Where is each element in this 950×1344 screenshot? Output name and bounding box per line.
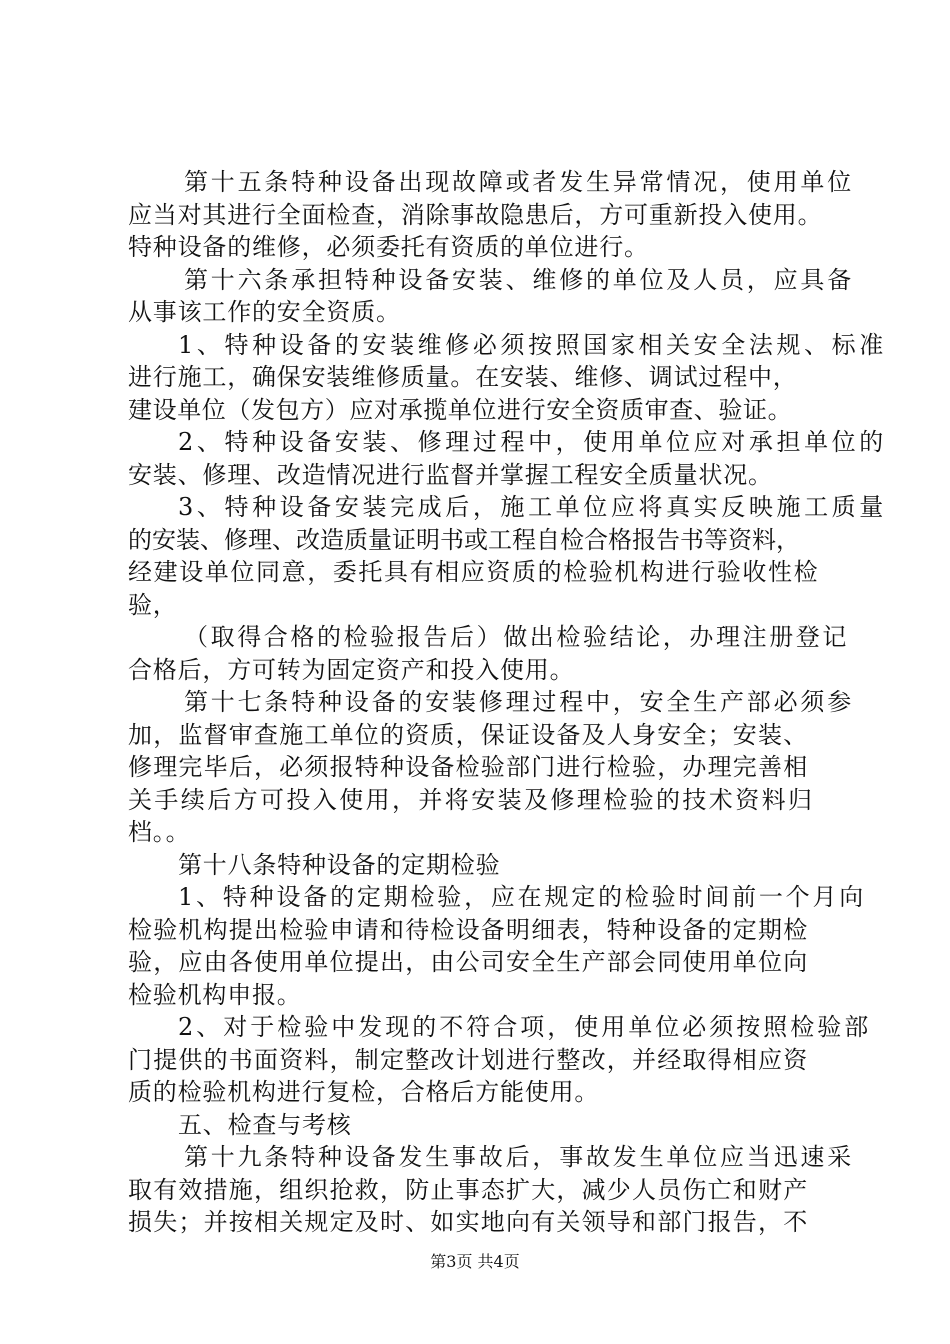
text-line: 进行施工，确保安装维修质量。在安装、维修、调试过程中， xyxy=(128,363,798,391)
text-line: 加，监督审查施工单位的资质，保证设备及人身安全；安装、 xyxy=(128,720,809,749)
text-line: 门提供的书面资料，制定整改计划进行整改，并经取得相应资 xyxy=(128,1045,809,1074)
text-line: 档。。 xyxy=(128,818,191,846)
text-line: 检验机构申报。 xyxy=(128,980,302,1009)
text-line: 1、特种设备的定期检验，应在规定的检验时间前一个月向 xyxy=(178,883,867,911)
text-line: 2、对于检验中发现的不符合项，使用单位必须按照检验部 xyxy=(178,1013,872,1041)
text-line: 建设单位（发包方）应对承揽单位进行安全资质审查、验证。 xyxy=(128,395,793,424)
text-line: 第十九条特种设备发生事故后，事故发生单位应当迅速采 xyxy=(184,1143,854,1171)
text-line: 验，应由各使用单位提出，由公司安全生产部会同使用单位向 xyxy=(128,948,809,976)
text-line: 合格后，方可转为固定资产和投入使用。 xyxy=(128,655,575,684)
text-line: 安装、修理、改造情况进行监督并掌握工程安全质量状况。 xyxy=(128,460,773,489)
text-line: 1、特种设备的安装维修必须按照国家相关安全法规、标准 xyxy=(178,330,887,359)
text-line: 2、特种设备安装、修理过程中，使用单位应对承担单位的 xyxy=(178,428,887,456)
text-line: 从事该工作的安全资质。 xyxy=(128,298,401,326)
text-line: 损失；并按相关规定及时、如实地向有关领导和部门报告，不 xyxy=(128,1208,809,1236)
text-line: 3、特种设备安装完成后，施工单位应将真实反映施工质量 xyxy=(178,493,887,521)
text-line: 第十七条特种设备的安装修理过程中，安全生产部必须参 xyxy=(184,688,854,716)
text-line: 五、检查与考核 xyxy=(178,1110,352,1139)
text-line: 验， xyxy=(128,590,178,619)
text-line: 特种设备的维修，必须委托有资质的单位进行。 xyxy=(128,233,649,261)
text-line: 第十八条特种设备的定期检验 xyxy=(178,850,501,879)
text-line: 经建设单位同意，委托具有相应资质的检验机构进行验收性检 xyxy=(128,558,820,586)
text-line: 第十五条特种设备出现故障或者发生异常情况，使用单位 xyxy=(184,168,854,196)
document-body xyxy=(128,166,887,1239)
text-line: 的安装、修理、改造质量证明书或工程自检合格报告书等资料， xyxy=(128,525,800,554)
text-line: 第十六条承担特种设备安装、维修的单位及人员，应具备 xyxy=(184,265,854,294)
page-footer: 第3页 共4页 xyxy=(430,1252,520,1271)
text-line: 修理完毕后，必须报特种设备检验部门进行检验，办理完善相 xyxy=(128,753,809,781)
text-line: 检验机构提出检验申请和待检设备明细表，特种设备的定期检 xyxy=(128,915,809,944)
text-line: 质的检验机构进行复检，合格后方能使用。 xyxy=(128,1078,600,1106)
text-line: 应当对其进行全面检查，消除事故隐患后，方可重新投入使用。 xyxy=(128,200,823,229)
text-line: 关手续后方可投入使用，并将安装及修理检验的技术资料归 xyxy=(128,785,815,814)
text-line: 取有效措施，组织抢救，防止事态扩大，减少人员伤亡和财产 xyxy=(128,1175,809,1204)
text-line: （取得合格的检验报告后）做出检验结论，办理注册登记 xyxy=(184,623,849,651)
